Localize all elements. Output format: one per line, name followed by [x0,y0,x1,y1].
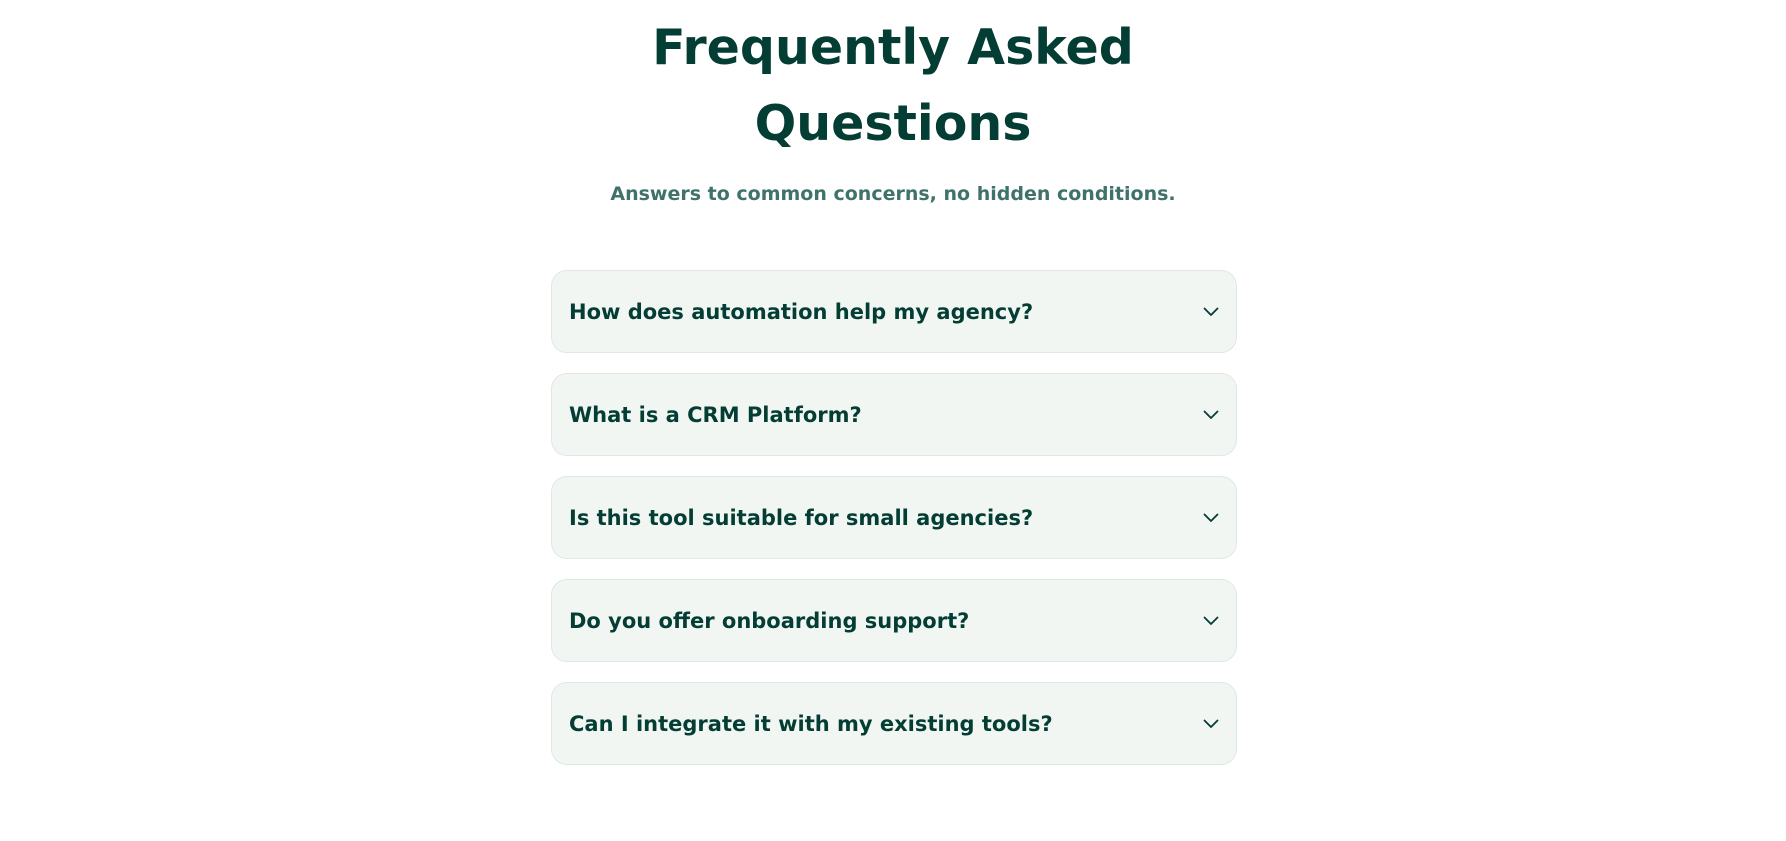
faq-question: How does automation help my agency? [569,299,1034,324]
page-title-line-2: Questions [754,95,1032,152]
chevron-down-icon[interactable] [1201,714,1221,734]
faq-question: Do you offer onboarding support? [569,608,970,633]
chevron-down-icon[interactable] [1201,302,1221,322]
faq-question: What is a CRM Platform? [569,402,862,427]
page-title [0,10,1786,162]
chevron-down-icon[interactable] [1201,405,1221,425]
faq-item-crm-platform[interactable] [551,373,1237,456]
faq-question: Is this tool suitable for small agencies? [569,505,1034,530]
faq-item-integrations[interactable] [551,682,1237,765]
faq-question: Can I integrate it with my existing tools? [569,711,1053,736]
faq-item-small-agencies[interactable] [551,476,1237,559]
chevron-down-icon[interactable] [1201,611,1221,631]
faq-item-onboarding[interactable] [551,579,1237,662]
chevron-down-icon[interactable] [1201,508,1221,528]
faq-item-automation[interactable] [551,270,1237,353]
page-title-line-1: Frequently Asked [652,19,1134,76]
faq-list [551,270,1237,785]
page-subtitle: Answers to common concerns, no hidden conditions. [610,183,1176,205]
